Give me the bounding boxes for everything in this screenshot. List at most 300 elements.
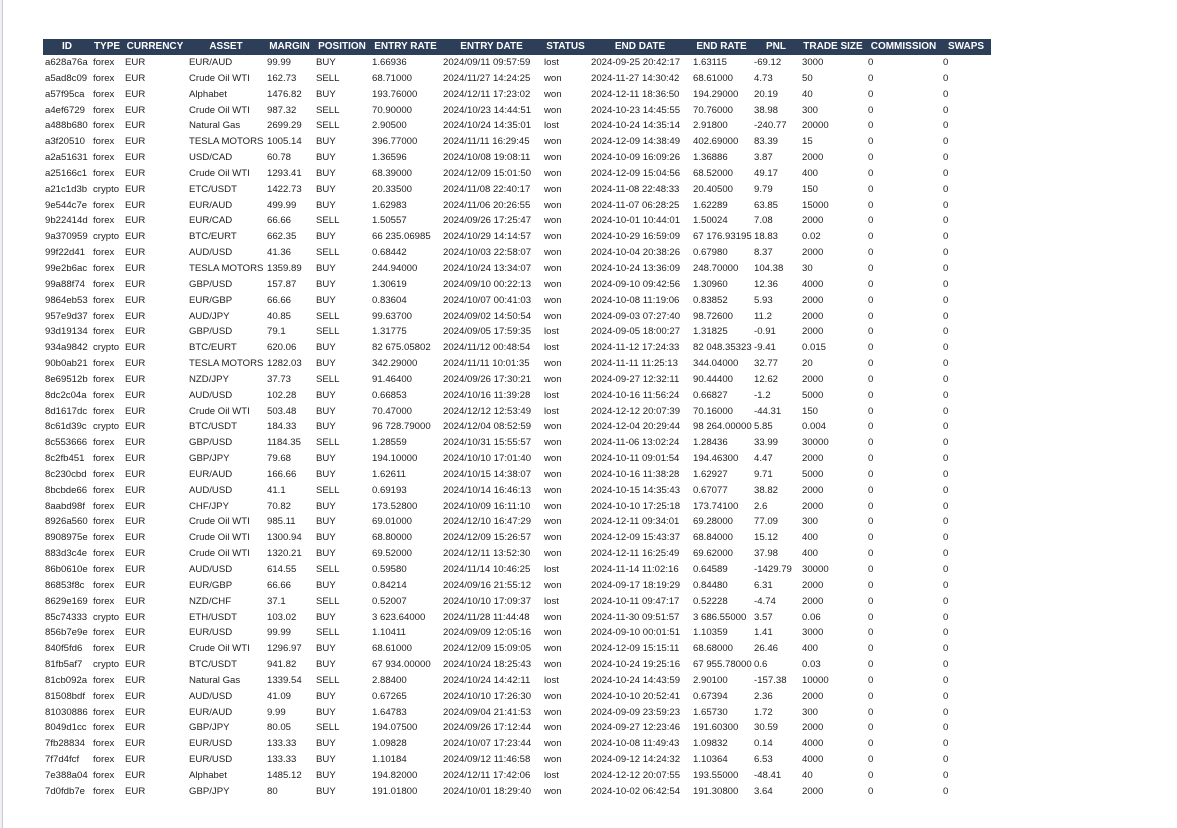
cell-end-rate: 68.61000 xyxy=(693,72,734,84)
cell-status: lost xyxy=(544,326,559,338)
cell-trade-size: 0.03 xyxy=(802,659,821,671)
cell-end-date: 2024-10-29 16:59:09 xyxy=(591,231,681,243)
cell-currency: EUR xyxy=(125,231,146,243)
table-row xyxy=(43,404,991,420)
cell-trade-size: 300 xyxy=(802,706,819,718)
cell-swaps: 0 xyxy=(943,564,949,575)
cell-commission: 0 xyxy=(868,659,874,671)
cell-end-date: 2024-09-09 23:59:23 xyxy=(591,706,681,718)
col-header-type: TYPE xyxy=(91,39,123,55)
cell-margin: 102.28 xyxy=(267,389,297,401)
cell-commission: 0 xyxy=(868,262,874,274)
cell-asset: GBP/JPY xyxy=(189,785,230,797)
document-page xyxy=(2,0,1177,828)
cell-type: crypto xyxy=(93,659,120,671)
cell-end-rate: 20.40500 xyxy=(693,183,734,195)
cell-id: 8dc2c04a xyxy=(45,389,87,401)
cell-end-rate: 0.67394 xyxy=(693,690,728,702)
cell-id: a2a51631 xyxy=(45,152,88,164)
cell-currency: EUR xyxy=(125,294,146,306)
cell-type: forex xyxy=(93,627,115,639)
cell-currency: EUR xyxy=(125,453,146,465)
cell-margin: 162.73 xyxy=(267,72,297,84)
cell-entry-date: 2024/10/01 18:29:40 xyxy=(443,785,532,797)
cell-asset: Crude Oil WTI xyxy=(189,72,250,84)
cell-type: forex xyxy=(93,579,115,591)
cell-status: won xyxy=(544,500,562,512)
cell-end-rate: 193.55000 xyxy=(693,769,739,781)
cell-id: 9b22414d xyxy=(45,215,88,227)
cell-margin: 503.48 xyxy=(267,405,297,417)
cell-end-rate: 1.50024 xyxy=(693,215,728,227)
cell-swaps: 0 xyxy=(943,199,949,211)
cell-end-rate: 1.36886 xyxy=(693,152,728,164)
cell-end-date: 2024-12-11 16:25:49 xyxy=(591,548,680,560)
cell-entry-rate: 1.28559 xyxy=(372,437,407,449)
cell-id: a21c1d3b xyxy=(45,183,88,195)
cell-margin: 1184.35 xyxy=(267,437,301,449)
cell-end-rate: 191.60300 xyxy=(693,722,739,734)
cell-type: forex xyxy=(93,468,115,480)
table-row xyxy=(43,103,991,119)
cell-pnl: 8.37 xyxy=(754,247,773,259)
cell-id: a3f20510 xyxy=(45,136,86,148)
cell-position: BUY xyxy=(316,342,336,354)
cell-entry-rate: 69.01000 xyxy=(372,516,413,528)
cell-entry-date: 2024/09/04 21:41:53 xyxy=(443,706,532,718)
cell-entry-date: 2024/10/10 17:09:37 xyxy=(443,595,532,607)
cell-commission: 0 xyxy=(868,167,874,179)
cell-entry-date: 2024/09/11 09:57:59 xyxy=(443,57,531,68)
cell-swaps: 0 xyxy=(943,72,949,84)
cell-status: won xyxy=(544,358,562,370)
cell-id: 90b0ab21 xyxy=(45,358,88,370)
cell-entry-rate: 70.47000 xyxy=(372,405,413,417)
cell-swaps: 0 xyxy=(943,57,949,68)
table-row xyxy=(43,182,991,198)
cell-position: SELL xyxy=(316,627,340,639)
cell-entry-date: 2024/11/14 10:46:25 xyxy=(443,564,531,575)
cell-entry-rate: 66 235.06985 xyxy=(372,231,431,243)
cell-id: 8908975e xyxy=(45,532,88,544)
cell-swaps: 0 xyxy=(943,548,949,560)
cell-trade-size: 2000 xyxy=(802,690,824,702)
cell-currency: EUR xyxy=(125,738,146,750)
cell-currency: EUR xyxy=(125,785,146,797)
cell-asset: NZD/JPY xyxy=(189,373,229,385)
cell-type: forex xyxy=(93,136,115,148)
cell-entry-rate: 0.83604 xyxy=(372,294,407,306)
cell-end-date: 2024-09-10 09:42:56 xyxy=(591,278,681,290)
col-header-swaps: SWAPS xyxy=(941,39,991,55)
cell-status: won xyxy=(544,152,562,164)
cell-entry-rate: 1.36596 xyxy=(372,152,407,164)
cell-status: lost xyxy=(544,595,559,607)
cell-margin: 1296.97 xyxy=(267,643,302,655)
cell-trade-size: 30 xyxy=(802,262,813,274)
cell-pnl: 37.98 xyxy=(754,548,779,560)
cell-end-date: 2024-12-12 20:07:55 xyxy=(591,769,681,781)
cell-margin: 60.78 xyxy=(267,152,292,164)
cell-swaps: 0 xyxy=(943,152,949,164)
cell-type: forex xyxy=(93,437,115,449)
cell-end-rate: 0.66827 xyxy=(693,389,728,401)
cell-end-date: 2024-11-08 22:48:33 xyxy=(591,183,680,195)
table-row xyxy=(43,578,991,594)
cell-end-date: 2024-11-07 06:28:25 xyxy=(591,199,680,211)
cell-id: 840f5fd6 xyxy=(45,643,83,655)
cell-entry-rate: 342.29000 xyxy=(372,358,418,370)
cell-asset: Alphabet xyxy=(189,769,227,781)
cell-entry-date: 2024/09/26 17:30:21 xyxy=(443,373,532,385)
cell-entry-rate: 96 728.79000 xyxy=(372,421,431,433)
cell-position: BUY xyxy=(316,136,336,148)
cell-end-rate: 90.44400 xyxy=(693,373,734,385)
cell-trade-size: 400 xyxy=(802,167,819,179)
cell-commission: 0 xyxy=(868,88,874,100)
cell-status: won xyxy=(544,690,562,702)
cell-id: 99a88f74 xyxy=(45,278,86,290)
cell-swaps: 0 xyxy=(943,659,949,671)
cell-margin: 133.33 xyxy=(267,738,297,750)
cell-entry-rate: 3 623.64000 xyxy=(372,611,426,623)
cell-swaps: 0 xyxy=(943,231,949,243)
cell-asset: GBP/JPY xyxy=(189,453,230,465)
cell-end-rate: 1.10364 xyxy=(693,754,728,766)
cell-trade-size: 150 xyxy=(802,183,819,195)
cell-id: 81030886 xyxy=(45,706,88,718)
cell-position: BUY xyxy=(316,88,336,100)
cell-position: BUY xyxy=(316,405,336,417)
cell-status: lost xyxy=(544,57,559,68)
cell-position: SELL xyxy=(316,247,340,259)
cell-entry-date: 2024/10/08 19:08:11 xyxy=(443,152,531,164)
cell-end-date: 2024-10-01 10:44:01 xyxy=(591,215,681,227)
cell-margin: 1476.82 xyxy=(267,88,302,100)
cell-end-date: 2024-09-25 20:42:17 xyxy=(591,57,681,68)
cell-currency: EUR xyxy=(125,342,146,354)
cell-trade-size: 30000 xyxy=(802,437,829,449)
cell-swaps: 0 xyxy=(943,722,949,734)
cell-end-rate: 0.64589 xyxy=(693,564,728,575)
cell-type: forex xyxy=(93,72,115,84)
cell-trade-size: 400 xyxy=(802,643,819,655)
cell-trade-size: 10000 xyxy=(802,674,829,686)
cell-type: forex xyxy=(93,453,115,465)
cell-trade-size: 5000 xyxy=(802,389,824,401)
cell-margin: 184.33 xyxy=(267,421,297,433)
cell-status: won xyxy=(544,579,562,591)
cell-id: 8e69512b xyxy=(45,373,88,385)
cell-type: forex xyxy=(93,516,115,528)
cell-entry-date: 2024/11/27 14:24:25 xyxy=(443,72,531,84)
table-row xyxy=(43,245,991,261)
cell-end-date: 2024-10-09 16:09:26 xyxy=(591,152,681,164)
cell-status: won xyxy=(544,659,562,671)
cell-end-date: 2024-11-14 11:02:16 xyxy=(591,564,679,575)
cell-margin: 662.35 xyxy=(267,231,297,243)
cell-end-date: 2024-09-10 00:01:51 xyxy=(591,627,681,639)
cell-asset: AUD/USD xyxy=(189,564,233,575)
cell-asset: BTC/USDT xyxy=(189,421,237,433)
cell-commission: 0 xyxy=(868,484,874,496)
cell-end-rate: 402.69000 xyxy=(693,136,739,148)
cell-position: SELL xyxy=(316,437,340,449)
cell-type: forex xyxy=(93,389,115,401)
cell-position: BUY xyxy=(316,690,336,702)
col-header-status: STATUS xyxy=(542,39,589,55)
cell-end-date: 2024-10-16 11:38:28 xyxy=(591,468,680,480)
cell-type: forex xyxy=(93,532,115,544)
cell-asset: EUR/AUD xyxy=(189,468,233,480)
cell-margin: 1282.03 xyxy=(267,358,302,370)
cell-position: BUY xyxy=(316,199,336,211)
cell-position: SELL xyxy=(316,484,340,496)
cell-end-date: 2024-09-03 07:27:40 xyxy=(591,310,681,322)
cell-trade-size: 2000 xyxy=(802,326,824,338)
cell-status: won xyxy=(544,262,562,274)
cell-currency: EUR xyxy=(125,643,146,655)
cell-status: won xyxy=(544,722,562,734)
cell-entry-date: 2024/10/14 16:46:13 xyxy=(443,484,532,496)
cell-id: 86b0610e xyxy=(45,564,88,575)
cell-status: won xyxy=(544,310,562,322)
table-row xyxy=(43,293,991,309)
cell-end-date: 2024-12-09 15:04:56 xyxy=(591,167,681,179)
cell-status: won xyxy=(544,373,562,385)
cell-asset: Crude Oil WTI xyxy=(189,532,250,544)
cell-trade-size: 4000 xyxy=(802,278,824,290)
cell-commission: 0 xyxy=(868,738,874,750)
cell-asset: ETC/USDT xyxy=(189,183,237,195)
cell-end-date: 2024-12-11 09:34:01 xyxy=(591,516,680,528)
cell-status: won xyxy=(544,167,562,179)
cell-commission: 0 xyxy=(868,215,874,227)
cell-end-date: 2024-10-16 11:56:24 xyxy=(591,389,680,401)
cell-position: BUY xyxy=(316,294,336,306)
table-row xyxy=(43,705,991,721)
cell-margin: 79.1 xyxy=(267,326,286,338)
cell-swaps: 0 xyxy=(943,326,949,338)
cell-type: forex xyxy=(93,785,115,797)
cell-trade-size: 2000 xyxy=(802,500,824,512)
cell-end-rate: 69.62000 xyxy=(693,548,734,560)
cell-pnl: 18.83 xyxy=(754,231,779,243)
cell-end-date: 2024-09-05 18:00:27 xyxy=(591,326,681,338)
cell-end-rate: 67 176.93195 xyxy=(693,231,752,243)
cell-status: won xyxy=(544,183,562,195)
col-header-end-rate: END RATE xyxy=(691,39,752,55)
cell-entry-date: 2024/10/23 14:44:51 xyxy=(443,104,532,116)
cell-entry-date: 2024/10/24 14:35:01 xyxy=(443,120,532,132)
cell-currency: EUR xyxy=(125,579,146,591)
col-header-pnl: PNL xyxy=(752,39,800,55)
cell-entry-date: 2024/10/07 00:41:03 xyxy=(443,294,532,306)
cell-entry-rate: 1.10184 xyxy=(372,754,407,766)
cell-currency: EUR xyxy=(125,358,146,370)
cell-position: BUY xyxy=(316,785,336,797)
cell-pnl: 38.98 xyxy=(754,104,779,116)
cell-type: forex xyxy=(93,104,115,116)
cell-entry-date: 2024/10/07 17:23:44 xyxy=(443,738,532,750)
table-header-row xyxy=(43,39,991,55)
cell-end-rate: 0.67980 xyxy=(693,247,728,259)
cell-pnl: 20.19 xyxy=(754,88,779,100)
cell-pnl: 1.41 xyxy=(754,627,773,639)
cell-entry-date: 2024/09/16 21:55:12 xyxy=(443,579,532,591)
cell-end-rate: 0.67077 xyxy=(693,484,728,496)
cell-entry-rate: 99.63700 xyxy=(372,310,413,322)
cell-margin: 1320.21 xyxy=(267,548,302,560)
cell-margin: 620.06 xyxy=(267,342,297,354)
cell-margin: 40.85 xyxy=(267,310,292,322)
cell-status: won xyxy=(544,88,562,100)
cell-id: 93d19134 xyxy=(45,326,88,338)
cell-asset: Crude Oil WTI xyxy=(189,167,250,179)
cell-entry-date: 2024/11/12 00:48:54 xyxy=(443,342,531,354)
cell-swaps: 0 xyxy=(943,785,949,797)
cell-position: BUY xyxy=(316,738,336,750)
cell-end-date: 2024-09-17 18:19:29 xyxy=(591,579,681,591)
cell-type: forex xyxy=(93,722,115,734)
cell-margin: 1485.12 xyxy=(267,769,302,781)
cell-asset: TESLA MOTORS xyxy=(189,136,264,148)
cell-entry-date: 2024/10/31 15:55:57 xyxy=(443,437,532,449)
cell-id: 8c2fb451 xyxy=(45,453,85,465)
col-header-asset: ASSET xyxy=(187,39,265,55)
cell-swaps: 0 xyxy=(943,611,949,623)
col-header-id: ID xyxy=(43,39,91,55)
table-row xyxy=(43,530,991,546)
cell-end-rate: 194.29000 xyxy=(693,88,739,100)
cell-commission: 0 xyxy=(868,104,874,116)
cell-status: won xyxy=(544,532,562,544)
cell-position: BUY xyxy=(316,611,336,623)
cell-type: crypto xyxy=(93,421,120,433)
cell-trade-size: 15 xyxy=(802,136,813,148)
cell-margin: 80.05 xyxy=(267,722,292,734)
cell-entry-rate: 0.52007 xyxy=(372,595,407,607)
cell-currency: EUR xyxy=(125,674,146,686)
cell-asset: TESLA MOTORS xyxy=(189,262,264,274)
cell-entry-rate: 1.31775 xyxy=(372,326,407,338)
cell-asset: EUR/AUD xyxy=(189,199,233,211)
cell-position: SELL xyxy=(316,120,340,132)
cell-margin: 157.87 xyxy=(267,278,297,290)
cell-end-date: 2024-10-10 20:52:41 xyxy=(591,690,681,702)
cell-type: crypto xyxy=(93,342,120,354)
cell-id: 8aabd98f xyxy=(45,500,86,512)
cell-status: won xyxy=(544,278,562,290)
cell-id: 9e544c7e xyxy=(45,199,88,211)
cell-entry-date: 2024/11/08 22:40:17 xyxy=(443,183,531,195)
table-row xyxy=(43,435,991,451)
cell-swaps: 0 xyxy=(943,769,949,781)
cell-trade-size: 5000 xyxy=(802,468,824,480)
cell-asset: CHF/JPY xyxy=(189,500,229,512)
cell-end-date: 2024-12-09 14:38:49 xyxy=(591,136,681,148)
cell-currency: EUR xyxy=(125,611,146,623)
cell-currency: EUR xyxy=(125,500,146,512)
cell-position: SELL xyxy=(316,326,340,338)
cell-id: 99f22d41 xyxy=(45,247,86,259)
cell-currency: EUR xyxy=(125,120,146,132)
cell-type: crypto xyxy=(93,611,120,623)
cell-end-date: 2024-12-09 15:43:37 xyxy=(591,532,681,544)
cell-entry-date: 2024/10/09 16:11:10 xyxy=(443,500,531,512)
cell-status: lost xyxy=(544,674,559,686)
cell-entry-rate: 1.50557 xyxy=(372,215,407,227)
cell-entry-rate: 0.59580 xyxy=(372,564,407,575)
cell-entry-rate: 0.84214 xyxy=(372,579,407,591)
cell-trade-size: 2000 xyxy=(802,215,824,227)
cell-pnl: 30.59 xyxy=(754,722,779,734)
cell-entry-rate: 173.52800 xyxy=(372,500,418,512)
cell-swaps: 0 xyxy=(943,627,949,639)
cell-margin: 41.09 xyxy=(267,690,292,702)
cell-trade-size: 3000 xyxy=(802,57,824,68)
cell-entry-date: 2024/09/26 17:12:44 xyxy=(443,722,532,734)
cell-pnl: 2.36 xyxy=(754,690,773,702)
cell-commission: 0 xyxy=(868,72,874,84)
cell-asset: EUR/AUD xyxy=(189,57,233,68)
cell-end-date: 2024-12-04 20:29:44 xyxy=(591,421,681,433)
cell-entry-date: 2024/10/10 17:01:40 xyxy=(443,453,532,465)
cell-end-rate: 68.84000 xyxy=(693,532,734,544)
cell-currency: EUR xyxy=(125,548,146,560)
cell-pnl: 11.2 xyxy=(754,310,772,322)
table-row xyxy=(43,87,991,103)
cell-asset: AUD/USD xyxy=(189,484,233,496)
cell-trade-size: 2000 xyxy=(802,785,824,797)
table-row xyxy=(43,768,991,784)
cell-type: forex xyxy=(93,595,115,607)
cell-swaps: 0 xyxy=(943,405,949,417)
cell-swaps: 0 xyxy=(943,706,949,718)
cell-status: won xyxy=(544,643,562,655)
cell-id: 81fb5af7 xyxy=(45,659,83,671)
cell-type: crypto xyxy=(93,183,120,195)
cell-end-rate: 2.90100 xyxy=(693,674,728,686)
cell-pnl: 104.38 xyxy=(754,262,784,274)
cell-commission: 0 xyxy=(868,278,874,290)
cell-entry-date: 2024/10/15 14:38:07 xyxy=(443,468,532,480)
cell-asset: GBP/JPY xyxy=(189,722,230,734)
cell-currency: EUR xyxy=(125,690,146,702)
cell-type: crypto xyxy=(93,231,120,243)
table-row xyxy=(43,657,991,673)
cell-commission: 0 xyxy=(868,358,874,370)
cell-pnl: -240.77 xyxy=(754,120,787,132)
cell-trade-size: 2000 xyxy=(802,453,824,465)
table-row xyxy=(43,625,991,641)
cell-currency: EUR xyxy=(125,278,146,290)
cell-entry-date: 2024/09/10 00:22:13 xyxy=(443,278,532,290)
cell-margin: 987.32 xyxy=(267,104,297,116)
cell-commission: 0 xyxy=(868,136,874,148)
table-row xyxy=(43,673,991,689)
cell-margin: 985.11 xyxy=(267,516,296,528)
cell-swaps: 0 xyxy=(943,595,949,607)
cell-entry-rate: 194.10000 xyxy=(372,453,418,465)
cell-margin: 80 xyxy=(267,785,278,797)
cell-type: forex xyxy=(93,247,115,259)
cell-commission: 0 xyxy=(868,405,874,417)
cell-margin: 99.99 xyxy=(267,57,292,68)
cell-entry-date: 2024/10/24 14:42:11 xyxy=(443,674,531,686)
cell-currency: EUR xyxy=(125,421,146,433)
cell-trade-size: 0.06 xyxy=(802,611,821,623)
